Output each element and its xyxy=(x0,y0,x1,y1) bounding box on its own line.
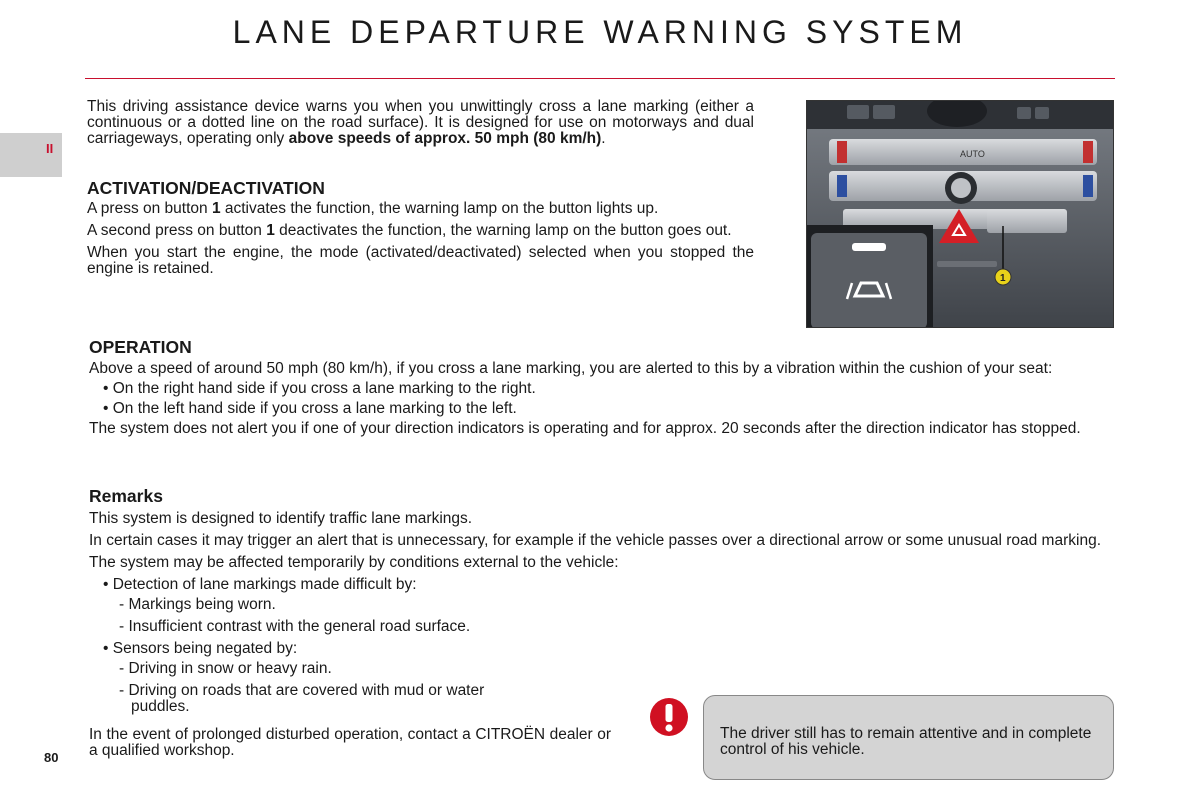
contact-paragraph: In the event of prolonged disturbed operation, contact a CITROËN dealer or a qualified workshop. xyxy=(89,726,611,759)
callout-1: 1 xyxy=(1000,273,1006,284)
activation-p1: A press on button 1 activates the function, the warning lamp on the button lights up. xyxy=(87,200,659,217)
exclamation-icon xyxy=(649,697,689,737)
remarks-dash-contrast: - Insufficient contrast with the general road surface. xyxy=(119,618,471,635)
operation-bullet-right: • On the right hand side if you cross a lane marking to the right. xyxy=(103,380,536,397)
operation-section xyxy=(89,361,1111,441)
operation-bullet-left: • On the left hand side if you cross a lane marking to the left. xyxy=(103,400,517,417)
remarks-p1: This system is designed to identify traffic lane markings. xyxy=(89,510,473,527)
activation-section xyxy=(87,201,754,283)
remarks-dash-mud: - Driving on roads that are covered with mud or water xyxy=(119,682,485,699)
activation-p2: A second press on button 1 deactivates the function, the warning lamp on the button goes out. xyxy=(87,222,732,239)
remarks-p3: The system may be affected temporarily by conditions external to the vehicle: xyxy=(89,554,619,571)
page-number: 80 xyxy=(44,750,59,765)
intro-bold: above speeds of approx. 50 mph (80 km/h) xyxy=(288,130,602,147)
remarks-heading: Remarks xyxy=(89,486,163,506)
operation-p1: Above a speed of around 50 mph (80 km/h), if you cross a lane marking, you are alerted to this by a vibration within the cushion of your seat: xyxy=(89,360,1053,377)
dashboard-photo xyxy=(806,100,1114,328)
activation-heading: ACTIVATION/DEACTIVATION xyxy=(87,178,325,198)
remarks-dash-snow: - Driving in snow or heavy rain. xyxy=(119,660,332,677)
page-title: LANE DEPARTURE WARNING SYSTEM xyxy=(232,14,968,50)
intro-text: This driving assistance device warns you when you unwittingly cross a lane marking (either a continuous or a dotted line on the road surface). It is designed for use on motorways and dual carriageways, operating only xyxy=(87,98,754,147)
remarks-bullet-sensors: • Sensors being negated by: xyxy=(103,640,298,657)
title-rule xyxy=(85,78,1115,79)
dashboard-illustration xyxy=(807,101,1114,328)
remarks-dash-mud-cont: puddles. xyxy=(131,698,190,715)
warning-note-box xyxy=(703,695,1114,780)
intro-end: . xyxy=(601,130,606,147)
intro-paragraph xyxy=(87,99,754,147)
operation-p2: The system does not alert you if one of your direction indicators is operating and for approx. 20 seconds after the direction indicator has stopped. xyxy=(89,420,1081,437)
chapter-tab: II xyxy=(0,133,62,177)
auto-label: AUTO xyxy=(960,149,985,159)
remarks-p2: In certain cases it may trigger an alert that is unnecessary, for example if the vehicle passes over a directional arrow or some unusual road marking. xyxy=(89,532,1101,549)
remarks-dash-worn: - Markings being worn. xyxy=(119,596,276,613)
remarks-bullet-detection: • Detection of lane markings made difficult by: xyxy=(103,576,417,593)
warning-note-text: The driver still has to remain attentive and in complete control of his vehicle. xyxy=(720,725,1092,758)
operation-heading: OPERATION xyxy=(89,337,192,357)
activation-p3: When you start the engine, the mode (activated/deactivated) selected when you stopped the engine is retained. xyxy=(87,244,754,277)
remarks-section xyxy=(89,511,1111,721)
